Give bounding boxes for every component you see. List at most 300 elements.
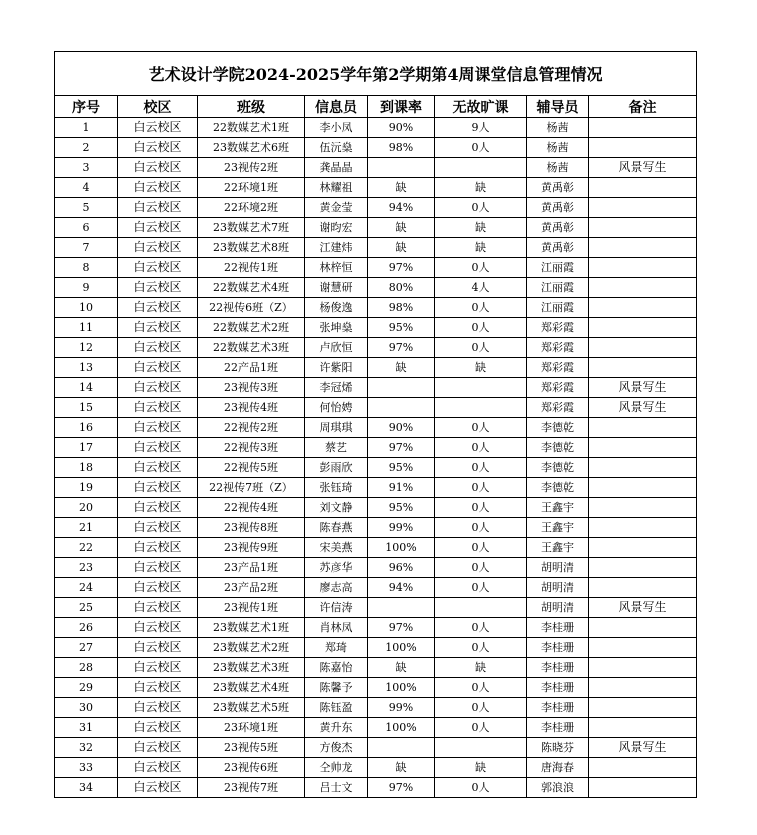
table-row: [55, 218, 697, 238]
cell-attendance-rate: 100%: [368, 638, 435, 658]
table-row: [55, 618, 697, 638]
cell-counselor: 江丽霞: [527, 298, 589, 318]
cell-seq: 6: [55, 218, 118, 238]
cell-counselor: 黄禹彰: [527, 238, 589, 258]
cell-class: 23视传4班: [198, 398, 305, 418]
cell-absence: 缺: [435, 758, 527, 778]
cell-remark: [589, 278, 697, 298]
cell-absence: 0人: [435, 578, 527, 598]
cell-campus: 白云校区: [118, 578, 198, 598]
cell-counselor: 郑彩霞: [527, 318, 589, 338]
cell-informant: 黄升东: [305, 718, 368, 738]
cell-attendance-rate: 100%: [368, 538, 435, 558]
table-row: [55, 418, 697, 438]
cell-attendance-rate: 97%: [368, 438, 435, 458]
cell-absence: 0人: [435, 418, 527, 438]
cell-remark: [589, 478, 697, 498]
cell-counselor: 胡明清: [527, 578, 589, 598]
cell-seq: 8: [55, 258, 118, 278]
table-row: [55, 118, 697, 138]
cell-absence: 0人: [435, 458, 527, 478]
cell-absence: 缺: [435, 218, 527, 238]
cell-counselor: 李桂珊: [527, 678, 589, 698]
cell-campus: 白云校区: [118, 758, 198, 778]
cell-class: 23数媒艺术1班: [198, 618, 305, 638]
cell-class: 23视传2班: [198, 158, 305, 178]
header-class: 班级: [198, 96, 305, 118]
cell-absence: 0人: [435, 298, 527, 318]
cell-seq: 26: [55, 618, 118, 638]
cell-remark: [589, 778, 697, 798]
cell-class: 23环境1班: [198, 718, 305, 738]
cell-class: 22视传4班: [198, 498, 305, 518]
cell-counselor: 李桂珊: [527, 698, 589, 718]
cell-seq: 21: [55, 518, 118, 538]
cell-remark: [589, 238, 697, 258]
cell-class: 22环境1班: [198, 178, 305, 198]
table-row: [55, 758, 697, 778]
cell-class: 23视传1班: [198, 598, 305, 618]
cell-counselor: 李德乾: [527, 458, 589, 478]
cell-seq: 3: [55, 158, 118, 178]
cell-attendance-rate: 96%: [368, 558, 435, 578]
cell-class: 23数媒艺术2班: [198, 638, 305, 658]
cell-attendance-rate: 95%: [368, 458, 435, 478]
cell-absence: 0人: [435, 618, 527, 638]
cell-class: 22视传7班（Z）: [198, 478, 305, 498]
cell-seq: 31: [55, 718, 118, 738]
cell-attendance-rate: 98%: [368, 298, 435, 318]
cell-informant: 彭雨欣: [305, 458, 368, 478]
cell-campus: 白云校区: [118, 298, 198, 318]
cell-counselor: 李桂珊: [527, 658, 589, 678]
header-counselor: 辅导员: [527, 96, 589, 118]
cell-attendance-rate: 94%: [368, 198, 435, 218]
table-row: [55, 638, 697, 658]
cell-campus: 白云校区: [118, 518, 198, 538]
table-row: [55, 558, 697, 578]
cell-seq: 33: [55, 758, 118, 778]
cell-seq: 34: [55, 778, 118, 798]
cell-attendance-rate: 95%: [368, 318, 435, 338]
cell-remark: 风景写生: [589, 398, 697, 418]
cell-remark: [589, 558, 697, 578]
table-row: [55, 298, 697, 318]
cell-campus: 白云校区: [118, 638, 198, 658]
table-row: [55, 198, 697, 218]
cell-class: 22数媒艺术3班: [198, 338, 305, 358]
cell-counselor: 王鑫宇: [527, 498, 589, 518]
cell-class: 23数媒艺术6班: [198, 138, 305, 158]
cell-informant: 李小凤: [305, 118, 368, 138]
cell-campus: 白云校区: [118, 538, 198, 558]
table-row: [55, 478, 697, 498]
cell-campus: 白云校区: [118, 778, 198, 798]
cell-remark: [589, 758, 697, 778]
table-row: [55, 738, 697, 758]
cell-class: 22数媒艺术1班: [198, 118, 305, 138]
cell-counselor: 李桂珊: [527, 638, 589, 658]
cell-attendance-rate: [368, 738, 435, 758]
cell-absence: 0人: [435, 198, 527, 218]
cell-remark: 风景写生: [589, 378, 697, 398]
cell-absence: 0人: [435, 558, 527, 578]
attendance-table: [54, 51, 697, 798]
table-row: [55, 778, 697, 798]
table-row: [55, 278, 697, 298]
cell-remark: [589, 358, 697, 378]
cell-counselor: 黄禹彰: [527, 198, 589, 218]
cell-class: 23视传7班: [198, 778, 305, 798]
cell-class: 22视传3班: [198, 438, 305, 458]
table-row: [55, 338, 697, 358]
cell-seq: 11: [55, 318, 118, 338]
cell-counselor: 唐海春: [527, 758, 589, 778]
cell-absence: 0人: [435, 718, 527, 738]
cell-informant: 陈馨予: [305, 678, 368, 698]
cell-seq: 23: [55, 558, 118, 578]
cell-counselor: 江丽霞: [527, 278, 589, 298]
table-row: [55, 598, 697, 618]
cell-campus: 白云校区: [118, 318, 198, 338]
cell-attendance-rate: 缺: [368, 238, 435, 258]
cell-attendance-rate: 80%: [368, 278, 435, 298]
cell-seq: 29: [55, 678, 118, 698]
cell-seq: 9: [55, 278, 118, 298]
cell-absence: 缺: [435, 358, 527, 378]
cell-campus: 白云校区: [118, 218, 198, 238]
cell-counselor: 李桂珊: [527, 718, 589, 738]
cell-attendance-rate: [368, 378, 435, 398]
cell-attendance-rate: 95%: [368, 498, 435, 518]
cell-class: 23数媒艺术3班: [198, 658, 305, 678]
cell-attendance-rate: 缺: [368, 658, 435, 678]
cell-class: 23视传8班: [198, 518, 305, 538]
cell-informant: 谢昀宏: [305, 218, 368, 238]
cell-campus: 白云校区: [118, 258, 198, 278]
cell-remark: [589, 418, 697, 438]
cell-class: 23视传5班: [198, 738, 305, 758]
cell-campus: 白云校区: [118, 358, 198, 378]
cell-remark: [589, 538, 697, 558]
cell-informant: 林耀祖: [305, 178, 368, 198]
cell-absence: 0人: [435, 678, 527, 698]
cell-class: 23视传6班: [198, 758, 305, 778]
cell-seq: 15: [55, 398, 118, 418]
cell-attendance-rate: 99%: [368, 698, 435, 718]
table-row: [55, 158, 697, 178]
table-row: [55, 358, 697, 378]
table-row: [55, 258, 697, 278]
cell-remark: [589, 438, 697, 458]
cell-informant: 许信涛: [305, 598, 368, 618]
table-row: [55, 238, 697, 258]
cell-counselor: 胡明清: [527, 598, 589, 618]
cell-seq: 20: [55, 498, 118, 518]
cell-campus: 白云校区: [118, 198, 198, 218]
cell-attendance-rate: [368, 398, 435, 418]
cell-remark: 风景写生: [589, 598, 697, 618]
cell-counselor: 李德乾: [527, 438, 589, 458]
cell-seq: 1: [55, 118, 118, 138]
cell-absence: [435, 398, 527, 418]
table-row: [55, 138, 697, 158]
cell-absence: 缺: [435, 178, 527, 198]
cell-campus: 白云校区: [118, 498, 198, 518]
cell-class: 22视传6班（Z）: [198, 298, 305, 318]
cell-class: 23视传9班: [198, 538, 305, 558]
cell-campus: 白云校区: [118, 398, 198, 418]
cell-seq: 4: [55, 178, 118, 198]
cell-absence: 4人: [435, 278, 527, 298]
cell-class: 22环境2班: [198, 198, 305, 218]
cell-seq: 25: [55, 598, 118, 618]
cell-attendance-rate: 94%: [368, 578, 435, 598]
cell-campus: 白云校区: [118, 418, 198, 438]
cell-campus: 白云校区: [118, 238, 198, 258]
cell-seq: 12: [55, 338, 118, 358]
cell-informant: 刘文静: [305, 498, 368, 518]
cell-remark: [589, 218, 697, 238]
cell-absence: 0人: [435, 338, 527, 358]
cell-campus: 白云校区: [118, 458, 198, 478]
cell-remark: [589, 658, 697, 678]
cell-remark: [589, 118, 697, 138]
cell-informant: 李冠烯: [305, 378, 368, 398]
cell-absence: 缺: [435, 658, 527, 678]
cell-informant: 黄金莹: [305, 198, 368, 218]
cell-remark: [589, 718, 697, 738]
cell-attendance-rate: 98%: [368, 138, 435, 158]
cell-remark: [589, 638, 697, 658]
cell-seq: 19: [55, 478, 118, 498]
cell-seq: 2: [55, 138, 118, 158]
cell-seq: 10: [55, 298, 118, 318]
cell-informant: 吕士文: [305, 778, 368, 798]
header-row: [55, 96, 697, 118]
table-title: 艺术设计学院2024-2025学年第2学期第4周课堂信息管理情况: [55, 52, 697, 96]
cell-seq: 28: [55, 658, 118, 678]
cell-seq: 16: [55, 418, 118, 438]
cell-class: 23产品1班: [198, 558, 305, 578]
cell-informant: 郑琦: [305, 638, 368, 658]
cell-attendance-rate: 91%: [368, 478, 435, 498]
cell-counselor: 郭浪浪: [527, 778, 589, 798]
cell-class: 23产品2班: [198, 578, 305, 598]
cell-absence: 0人: [435, 698, 527, 718]
cell-absence: [435, 158, 527, 178]
cell-counselor: 李德乾: [527, 478, 589, 498]
cell-remark: [589, 498, 697, 518]
cell-attendance-rate: 99%: [368, 518, 435, 538]
cell-seq: 32: [55, 738, 118, 758]
cell-seq: 5: [55, 198, 118, 218]
cell-attendance-rate: 90%: [368, 118, 435, 138]
header-informant: 信息员: [305, 96, 368, 118]
cell-counselor: 黄禹彰: [527, 218, 589, 238]
cell-counselor: 王鑫宇: [527, 518, 589, 538]
table-row: [55, 698, 697, 718]
cell-informant: 苏彦华: [305, 558, 368, 578]
table-row: [55, 518, 697, 538]
cell-seq: 24: [55, 578, 118, 598]
cell-remark: [589, 618, 697, 638]
header-remark: 备注: [589, 96, 697, 118]
cell-counselor: 郑彩霞: [527, 338, 589, 358]
cell-class: 22数媒艺术2班: [198, 318, 305, 338]
cell-informant: 周琪琪: [305, 418, 368, 438]
cell-attendance-rate: 缺: [368, 358, 435, 378]
cell-attendance-rate: 97%: [368, 258, 435, 278]
cell-informant: 江建炜: [305, 238, 368, 258]
cell-remark: [589, 578, 697, 598]
cell-informant: 陈钰盈: [305, 698, 368, 718]
cell-remark: [589, 138, 697, 158]
cell-informant: 何怡娉: [305, 398, 368, 418]
cell-counselor: 杨茜: [527, 158, 589, 178]
table-row: [55, 678, 697, 698]
cell-attendance-rate: 97%: [368, 338, 435, 358]
cell-seq: 27: [55, 638, 118, 658]
cell-class: 23数媒艺术8班: [198, 238, 305, 258]
cell-absence: [435, 378, 527, 398]
cell-class: 23数媒艺术5班: [198, 698, 305, 718]
table-row: [55, 538, 697, 558]
cell-campus: 白云校区: [118, 658, 198, 678]
cell-attendance-rate: 90%: [368, 418, 435, 438]
cell-informant: 许紫阳: [305, 358, 368, 378]
cell-counselor: 郑彩霞: [527, 378, 589, 398]
cell-class: 22视传1班: [198, 258, 305, 278]
cell-attendance-rate: 100%: [368, 678, 435, 698]
cell-remark: [589, 698, 697, 718]
cell-absence: 0人: [435, 438, 527, 458]
cell-informant: 蔡艺: [305, 438, 368, 458]
cell-remark: [589, 458, 697, 478]
cell-attendance-rate: 缺: [368, 758, 435, 778]
cell-class: 22视传2班: [198, 418, 305, 438]
cell-class: 22数媒艺术4班: [198, 278, 305, 298]
cell-remark: [589, 198, 697, 218]
cell-informant: 仝帅龙: [305, 758, 368, 778]
cell-attendance-rate: 97%: [368, 618, 435, 638]
cell-attendance-rate: [368, 158, 435, 178]
cell-absence: [435, 738, 527, 758]
header-campus: 校区: [118, 96, 198, 118]
table-row: [55, 378, 697, 398]
header-absence: 无故旷课: [435, 96, 527, 118]
cell-counselor: 郑彩霞: [527, 358, 589, 378]
cell-campus: 白云校区: [118, 738, 198, 758]
cell-absence: 0人: [435, 478, 527, 498]
cell-attendance-rate: 97%: [368, 778, 435, 798]
cell-remark: [589, 518, 697, 538]
cell-absence: 0人: [435, 518, 527, 538]
cell-absence: 0人: [435, 638, 527, 658]
cell-informant: 张钰琦: [305, 478, 368, 498]
cell-seq: 14: [55, 378, 118, 398]
cell-counselor: 王鑫宇: [527, 538, 589, 558]
cell-remark: 风景写生: [589, 158, 697, 178]
cell-absence: 0人: [435, 258, 527, 278]
cell-counselor: 李德乾: [527, 418, 589, 438]
cell-counselor: 江丽霞: [527, 258, 589, 278]
cell-class: 22产品1班: [198, 358, 305, 378]
table-row: [55, 498, 697, 518]
cell-attendance-rate: 缺: [368, 178, 435, 198]
cell-informant: 宋美燕: [305, 538, 368, 558]
cell-seq: 17: [55, 438, 118, 458]
cell-campus: 白云校区: [118, 138, 198, 158]
cell-informant: 龚晶晶: [305, 158, 368, 178]
cell-absence: 0人: [435, 538, 527, 558]
header-attendance-rate: 到课率: [368, 96, 435, 118]
cell-remark: [589, 678, 697, 698]
cell-campus: 白云校区: [118, 558, 198, 578]
cell-informant: 陈春燕: [305, 518, 368, 538]
cell-counselor: 胡明清: [527, 558, 589, 578]
cell-attendance-rate: [368, 598, 435, 618]
cell-absence: 9人: [435, 118, 527, 138]
cell-campus: 白云校区: [118, 598, 198, 618]
table-row: [55, 458, 697, 478]
cell-informant: 卢欣恒: [305, 338, 368, 358]
cell-class: 23数媒艺术4班: [198, 678, 305, 698]
cell-counselor: 李桂珊: [527, 618, 589, 638]
cell-counselor: 郑彩霞: [527, 398, 589, 418]
cell-seq: 13: [55, 358, 118, 378]
cell-informant: 谢慧研: [305, 278, 368, 298]
cell-absence: 0人: [435, 138, 527, 158]
cell-campus: 白云校区: [118, 338, 198, 358]
table-row: [55, 438, 697, 458]
table-row: [55, 318, 697, 338]
cell-campus: 白云校区: [118, 698, 198, 718]
cell-absence: 缺: [435, 238, 527, 258]
cell-campus: 白云校区: [118, 478, 198, 498]
cell-informant: 林梓恒: [305, 258, 368, 278]
cell-campus: 白云校区: [118, 118, 198, 138]
cell-remark: [589, 318, 697, 338]
cell-class: 23数媒艺术7班: [198, 218, 305, 238]
cell-attendance-rate: 缺: [368, 218, 435, 238]
cell-absence: [435, 598, 527, 618]
cell-seq: 30: [55, 698, 118, 718]
cell-remark: [589, 298, 697, 318]
table-row: [55, 578, 697, 598]
cell-remark: [589, 338, 697, 358]
cell-informant: 陈嘉怡: [305, 658, 368, 678]
cell-seq: 22: [55, 538, 118, 558]
cell-seq: 7: [55, 238, 118, 258]
cell-campus: 白云校区: [118, 718, 198, 738]
table-row: [55, 658, 697, 678]
cell-counselor: 杨茜: [527, 118, 589, 138]
cell-informant: 张坤燊: [305, 318, 368, 338]
cell-campus: 白云校区: [118, 158, 198, 178]
cell-remark: [589, 178, 697, 198]
cell-seq: 18: [55, 458, 118, 478]
table-row: [55, 178, 697, 198]
cell-campus: 白云校区: [118, 618, 198, 638]
cell-absence: 0人: [435, 778, 527, 798]
cell-informant: 方俊杰: [305, 738, 368, 758]
cell-campus: 白云校区: [118, 178, 198, 198]
cell-informant: 伍沅燊: [305, 138, 368, 158]
cell-absence: 0人: [435, 318, 527, 338]
cell-counselor: 陈晓芬: [527, 738, 589, 758]
header-seq: 序号: [55, 96, 118, 118]
